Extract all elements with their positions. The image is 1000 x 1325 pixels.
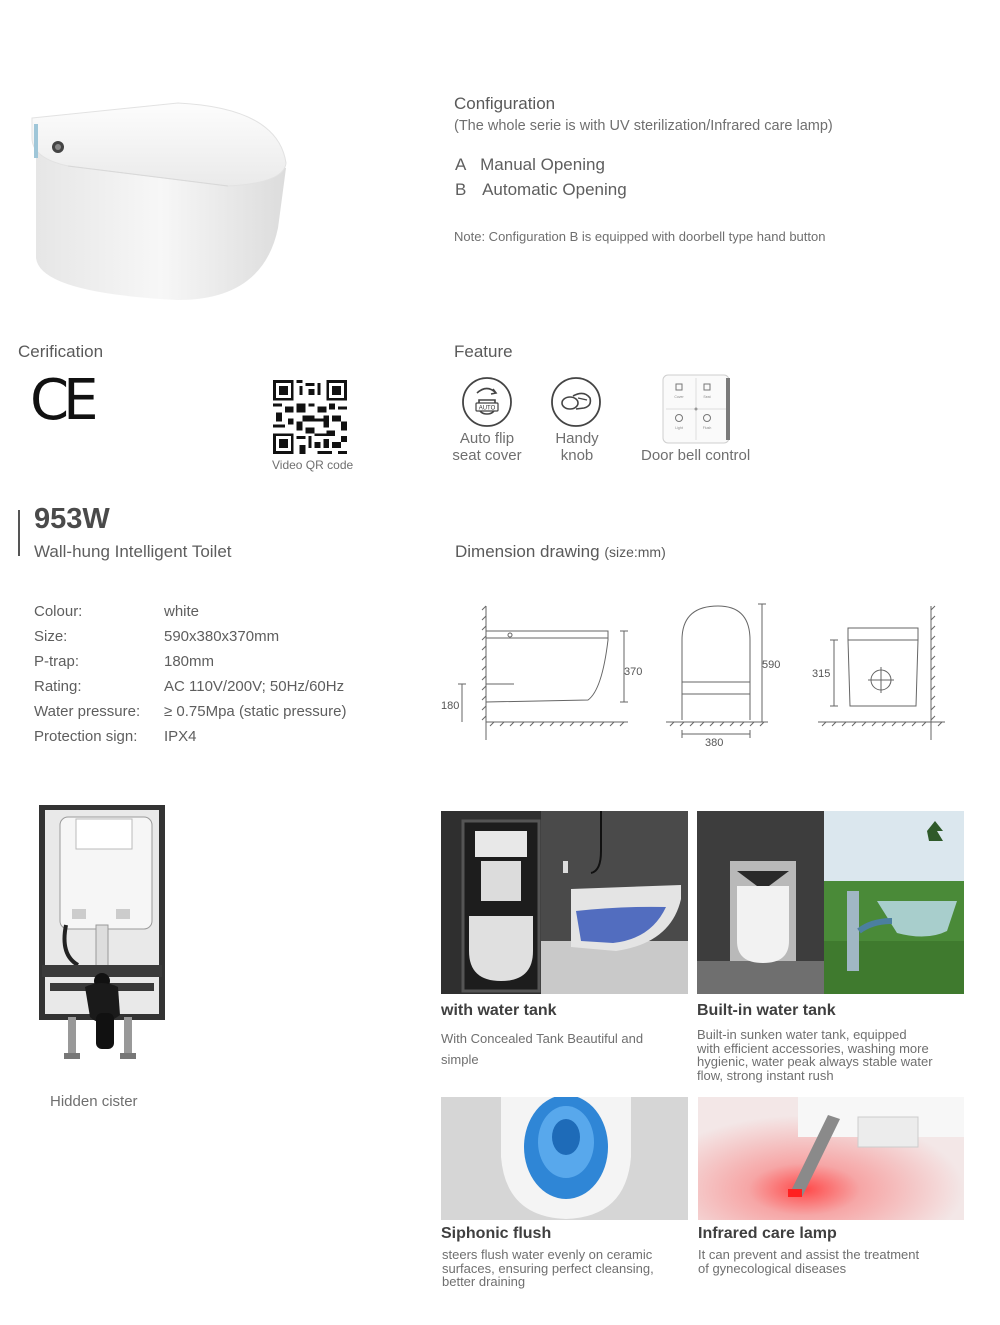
door-bell-panel-icon — [662, 374, 730, 444]
photo-with-water-tank — [441, 811, 688, 994]
dim-trap-height: 180 — [441, 700, 460, 712]
gallery-text-line: flow, strong instant rush — [697, 1067, 834, 1083]
feature-handy-knob-label — [538, 430, 616, 464]
toilet-product-image — [28, 88, 293, 306]
panel-label-seat: Seat — [703, 395, 711, 399]
feature-door-bell-label: Door bell control — [641, 447, 751, 464]
dim-back-height: 315 — [812, 668, 831, 680]
gallery-text — [697, 1028, 933, 1082]
config-option-letter: A — [455, 155, 466, 174]
qr-code — [273, 380, 347, 454]
photo-built-in-water-tank — [697, 811, 964, 994]
dim-front-width: 380 — [705, 737, 724, 749]
gallery-text-line: simple — [441, 1052, 479, 1067]
photo-infrared-care-lamp — [698, 1097, 964, 1220]
gallery-text-line: hygienic, water peak always stable water — [697, 1054, 933, 1069]
configuration-subtitle: (The whole serie is with UV sterilization/Infrared care lamp) — [454, 118, 833, 134]
feature-title: Feature — [454, 342, 513, 361]
config-option-label: Automatic Opening — [482, 180, 627, 199]
spec-label: Size: — [34, 628, 68, 645]
gallery-text-line: With Concealed Tank Beautiful and — [441, 1031, 644, 1046]
dimension-unit: (size:mm) — [604, 544, 666, 560]
dim-side-height: 370 — [624, 666, 643, 678]
dimension-title-text: Dimension drawing — [455, 542, 600, 561]
spec-label: Protection sign: — [34, 728, 138, 745]
gallery-text-line: surfaces, ensuring perfect cleansing, — [442, 1260, 654, 1276]
spec-value: 590x380x370mm — [164, 628, 280, 645]
config-option-a — [455, 155, 605, 175]
gallery-title: Built-in water tank — [697, 1002, 836, 1019]
built-in-tank-illustration — [697, 811, 964, 994]
config-option-b — [455, 180, 627, 200]
spec-label: P-trap: — [34, 653, 80, 670]
hidden-cistern-image — [30, 805, 170, 1065]
certification-title: Cerification — [18, 342, 104, 361]
dimension-drawings — [438, 598, 958, 750]
configuration-note: Note: Configuration B is equipped with doorbell type hand button — [454, 229, 826, 244]
config-option-label: Manual Opening — [480, 155, 605, 174]
feature-label-line: Auto flip — [459, 430, 515, 447]
gallery-text-line: better draining — [442, 1274, 526, 1289]
gallery-text-line: of gynecological diseases — [698, 1260, 847, 1276]
configuration-title: Configuration — [454, 94, 556, 113]
product-name: Wall-hung Intelligent Toilet — [34, 542, 232, 561]
gallery-text — [698, 1248, 919, 1275]
gallery-text-line: It can prevent and assist the treatment — [698, 1247, 920, 1262]
ce-mark: CE — [30, 368, 93, 433]
config-option-letter: B — [455, 180, 467, 199]
gallery-title: Siphonic flush — [441, 1225, 552, 1242]
spec-label: Rating: — [34, 678, 82, 695]
feature-label-line: Handy — [555, 430, 599, 447]
feature-auto-flip-label — [448, 430, 526, 464]
panel-label-flush: Flush — [702, 426, 712, 430]
qr-label: Video QR code — [272, 458, 354, 472]
auto-flip-icon — [461, 376, 513, 428]
photo-siphonic-flush — [441, 1097, 688, 1220]
hidden-cistern-label: Hidden cister — [50, 1093, 138, 1110]
product-model: 953W — [34, 503, 110, 535]
spec-value: ≥ 0.75Mpa (static pressure) — [164, 703, 347, 720]
spec-value: AC 110V/200V; 50Hz/60Hz — [164, 678, 345, 695]
gallery-text — [442, 1248, 654, 1289]
gallery-title: Infrared care lamp — [698, 1225, 837, 1242]
panel-label-cover: Cover — [674, 395, 684, 399]
infrared-lamp-illustration — [698, 1097, 964, 1220]
gallery-title: with water tank — [441, 1002, 557, 1019]
gallery-text — [441, 1028, 643, 1070]
spec-label: Colour: — [34, 603, 83, 620]
gallery-text-line: with efficient accessories, washing more — [697, 1040, 929, 1056]
feature-label-line: seat cover — [452, 447, 522, 464]
gallery-text-line: Built-in sunken water tank, equipped — [697, 1027, 907, 1042]
auto-icon-text: AUTO — [478, 405, 496, 412]
spec-label: Water pressure: — [34, 703, 141, 720]
spec-value: white — [164, 603, 200, 620]
water-tank-illustration — [441, 811, 688, 994]
model-accent-bar — [18, 510, 20, 556]
panel-label-light: Light — [675, 426, 683, 430]
siphonic-flush-illustration — [441, 1097, 688, 1220]
handy-knob-icon — [550, 376, 602, 428]
gallery-text-line: steers flush water evenly on ceramic — [442, 1247, 653, 1262]
dim-front-height: 590 — [762, 659, 781, 671]
feature-label-line: knob — [560, 447, 594, 464]
dimension-title — [455, 542, 666, 562]
spec-value: 180mm — [164, 653, 215, 670]
spec-value: IPX4 — [164, 728, 197, 745]
